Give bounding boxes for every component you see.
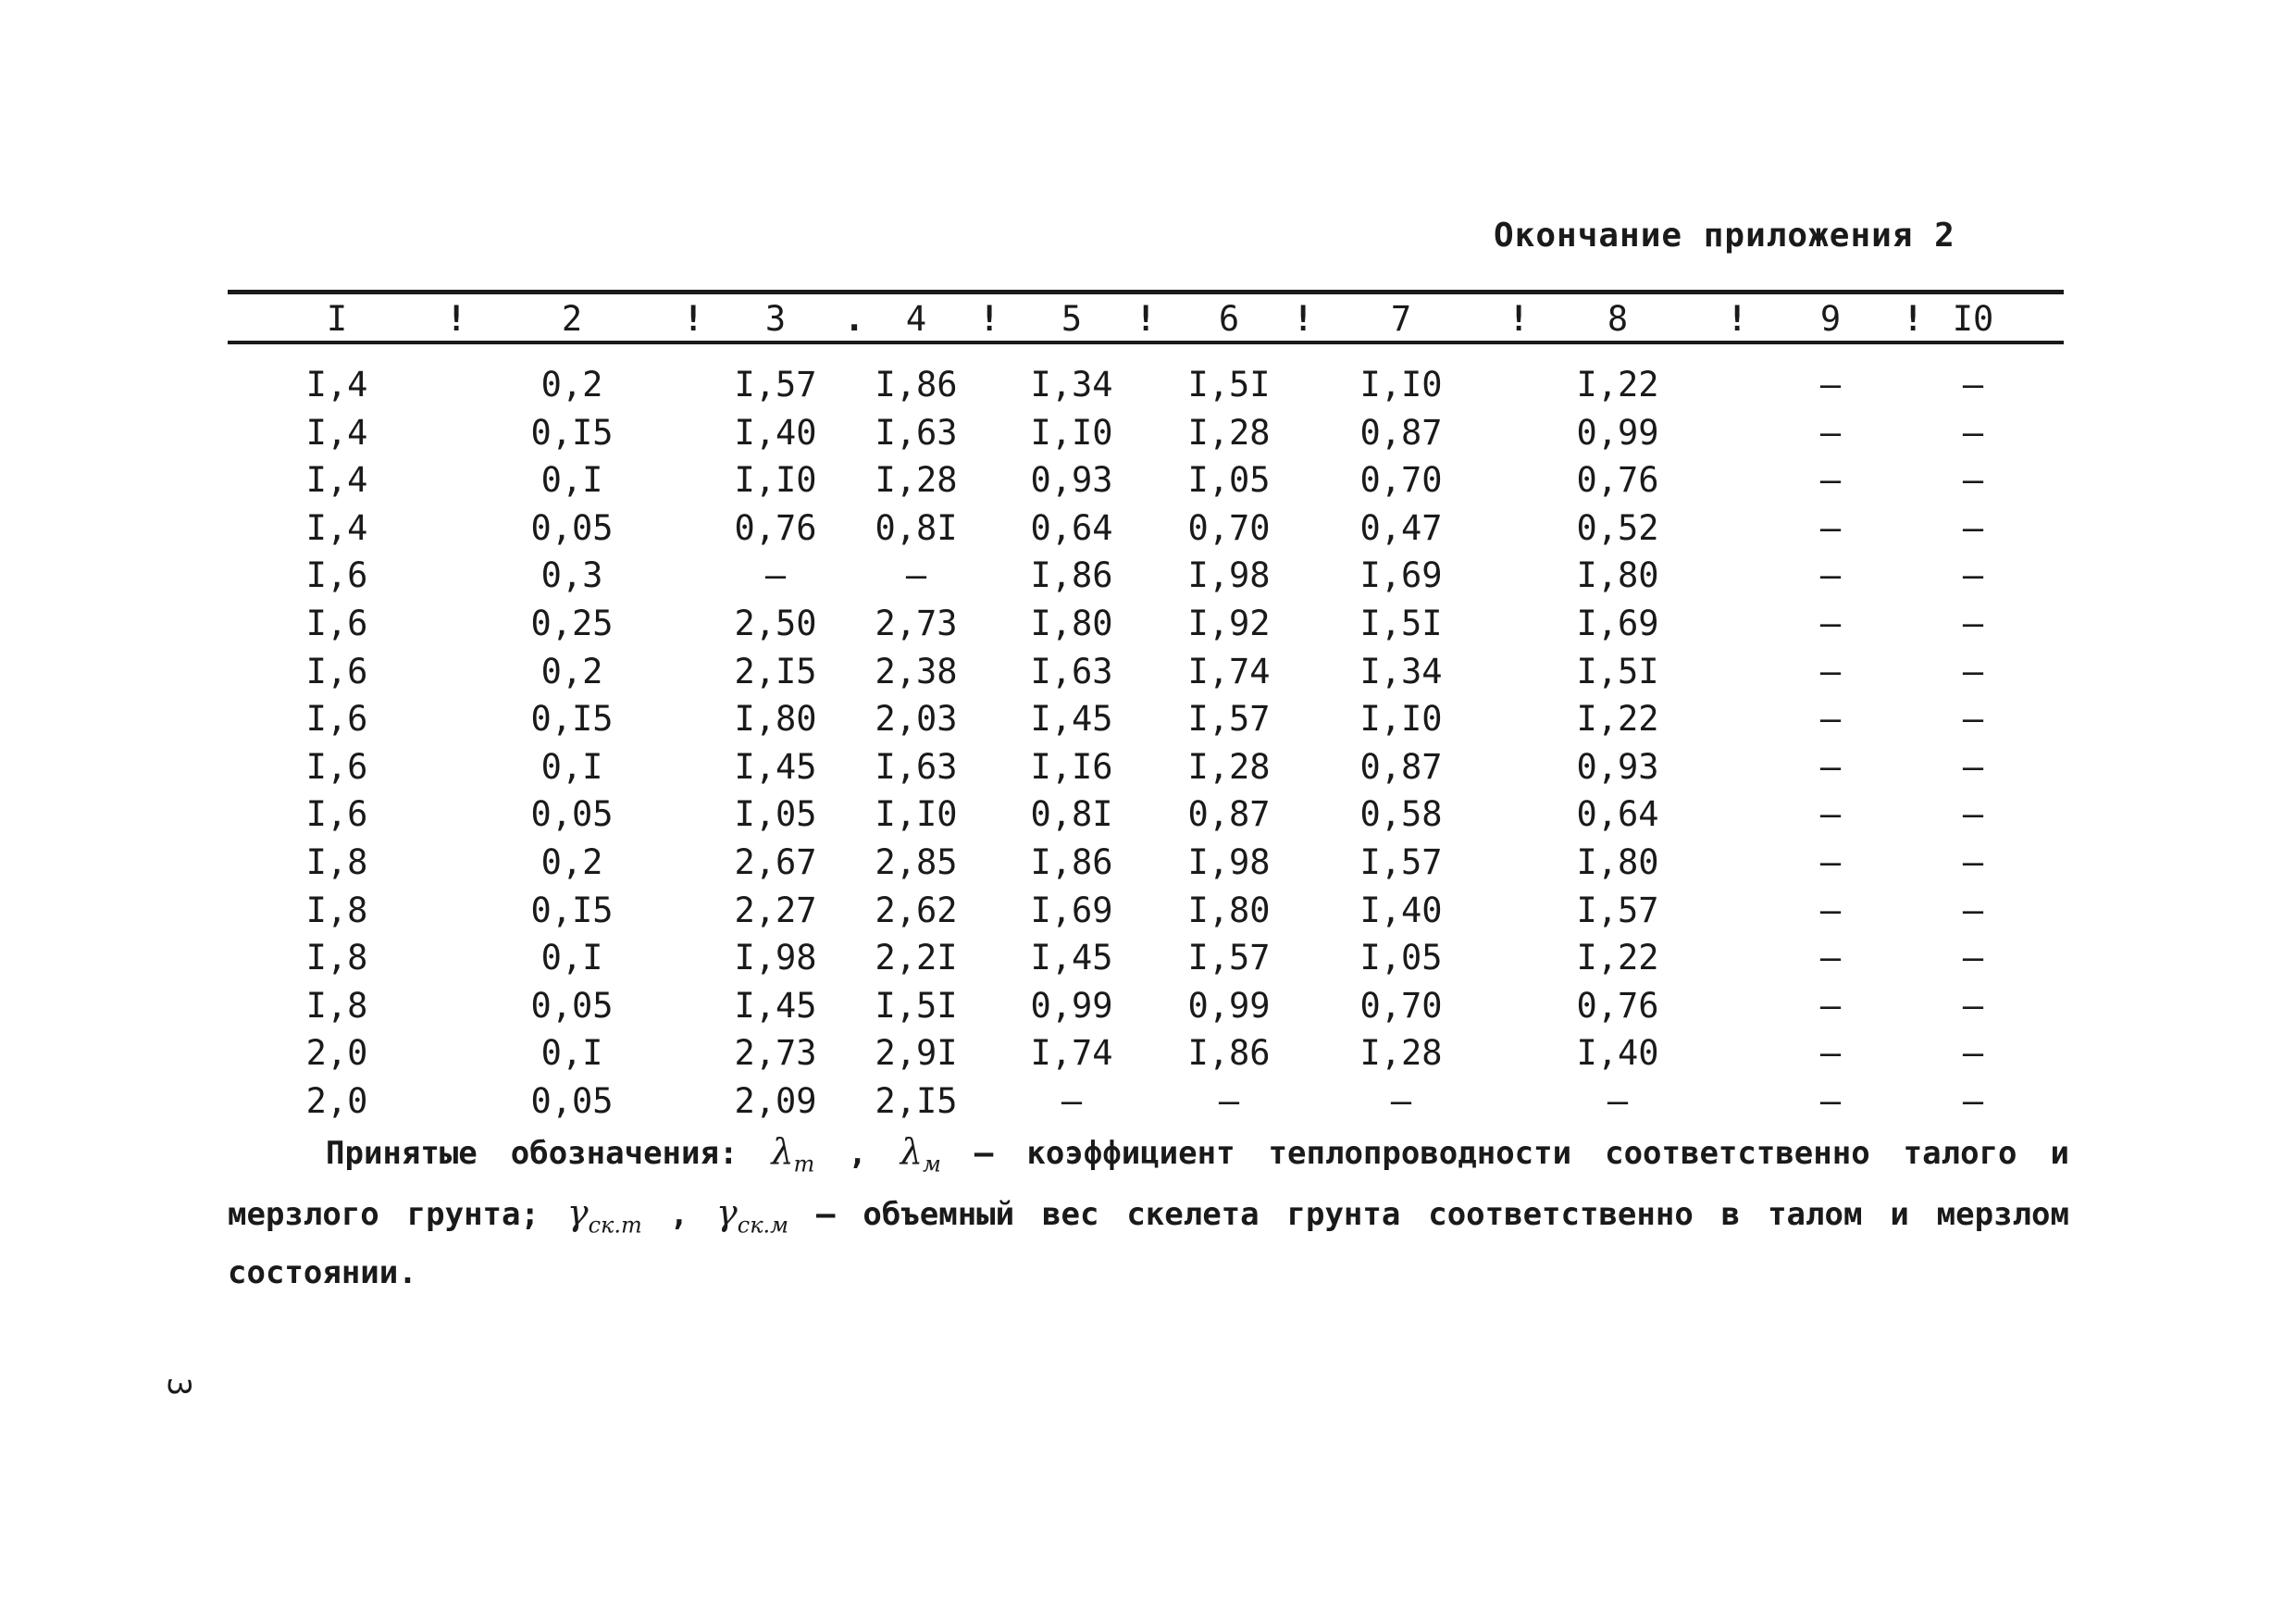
table-cell: – <box>1819 603 1842 643</box>
column-separator: ! <box>1727 299 1748 339</box>
table-cell: I,45 <box>1030 938 1113 978</box>
table-cell: – <box>1819 1033 1842 1074</box>
column-header-8: 8 <box>1607 299 1629 339</box>
column-header-1: I <box>326 299 348 339</box>
table-cell: 0,70 <box>1359 985 1443 1026</box>
column-separator: ! <box>446 299 467 339</box>
table-row <box>0 456 2296 504</box>
table-cell: I,57 <box>1359 841 1443 882</box>
table-cell: 0,I <box>540 460 603 501</box>
table-header-rule <box>228 341 2064 344</box>
table-cell: 0,I <box>540 1033 603 1074</box>
table-cell: – <box>1819 460 1842 501</box>
table-header-row <box>0 298 2296 341</box>
table-cell: – <box>1819 746 1842 787</box>
table-row <box>0 361 2296 409</box>
table-cell: – <box>1962 555 1984 596</box>
table-cell: I,I0 <box>734 460 817 501</box>
table-cell: – <box>905 555 927 596</box>
table-cell: I,8 <box>305 985 368 1026</box>
table-cell: – <box>1819 699 1842 740</box>
table-cell: 0,2 <box>540 651 603 691</box>
table-row <box>0 791 2296 839</box>
table-cell: – <box>1962 985 1984 1026</box>
table-cell: I,I0 <box>1359 365 1443 405</box>
column-separator: ! <box>1508 299 1530 339</box>
table-cell: I,8 <box>305 938 368 978</box>
table-row <box>0 743 2296 791</box>
table-cell: – <box>1962 507 1984 548</box>
column-header-4: 4 <box>905 299 927 339</box>
table-cell: I,80 <box>1030 603 1113 643</box>
table-cell: 0,99 <box>1187 985 1271 1026</box>
table-row <box>0 409 2296 457</box>
table-row <box>0 552 2296 600</box>
table-cell: I,80 <box>1576 841 1659 882</box>
table-cell: – <box>1962 841 1984 882</box>
column-separator: ! <box>1903 299 1924 339</box>
table-cell: – <box>1962 460 1984 501</box>
table-cell: 0,76 <box>1576 460 1659 501</box>
table-cell: I,98 <box>734 938 817 978</box>
table-row <box>0 695 2296 743</box>
table-cell: 2,2I <box>875 938 958 978</box>
table-row <box>0 839 2296 887</box>
column-separator: ! <box>1293 299 1314 339</box>
lambda-thawed-symbol: $\lambda_т$ <box>771 1131 815 1177</box>
table-row <box>0 1029 2296 1077</box>
table-cell: I,5I <box>875 985 958 1026</box>
note-text-3: – объемный вес скелета грунта соответственно в талом и мерзлом состоянии. <box>228 1195 2069 1292</box>
table-row <box>0 600 2296 648</box>
table-cell: 2,62 <box>875 890 958 930</box>
table-cell: 0,I <box>540 746 603 787</box>
table-cell: I,45 <box>734 746 817 787</box>
table-cell: 2,73 <box>734 1033 817 1074</box>
column-header-7: 7 <box>1390 299 1412 339</box>
table-cell: 2,I5 <box>875 1080 958 1121</box>
column-separator: ! <box>979 299 1000 339</box>
table-row <box>0 648 2296 696</box>
table-cell: I,57 <box>1576 890 1659 930</box>
table-cell: – <box>1962 603 1984 643</box>
table-cell: I,22 <box>1576 699 1659 740</box>
table-cell: I,6 <box>305 603 368 643</box>
table-cell: I,63 <box>875 746 958 787</box>
table-cell: 0,05 <box>530 985 614 1026</box>
table-cell: 0,76 <box>1576 985 1659 1026</box>
table-cell: I,34 <box>1359 651 1443 691</box>
column-header-2: 2 <box>561 299 583 339</box>
table-cell: I,8 <box>305 841 368 882</box>
table-cell: – <box>1390 1080 1412 1121</box>
column-header-5: 5 <box>1061 299 1083 339</box>
table-cell: 0,76 <box>734 507 817 548</box>
table-row <box>0 982 2296 1030</box>
table-cell: I,4 <box>305 507 368 548</box>
table-row <box>0 504 2296 553</box>
table-cell: 0,99 <box>1030 985 1113 1026</box>
table-cell: – <box>1962 746 1984 787</box>
table-cell: I,86 <box>1030 841 1113 882</box>
table-cell: I,86 <box>1187 1033 1271 1074</box>
table-cell: 0,70 <box>1359 460 1443 501</box>
table-cell: 2,73 <box>875 603 958 643</box>
gamma-frozen-symbol: $\gamma_{ск.м}$ <box>716 1191 789 1239</box>
table-cell: – <box>1819 794 1842 835</box>
column-separator: ! <box>683 299 704 339</box>
note-comma: , <box>669 1195 689 1233</box>
table-cell: I,63 <box>1030 651 1113 691</box>
table-cell: 0,05 <box>530 794 614 835</box>
table-cell: 0,8I <box>875 507 958 548</box>
table-cell: I,98 <box>1187 555 1271 596</box>
table-cell: 0,8I <box>1030 794 1113 835</box>
table-cell: – <box>1962 699 1984 740</box>
table-cell: 2,0 <box>305 1033 368 1074</box>
column-header-10: I0 <box>1952 299 1994 339</box>
notation-note <box>228 1127 2069 1297</box>
table-cell: 0,I5 <box>530 412 614 453</box>
table-cell: I,69 <box>1359 555 1443 596</box>
table-cell: 0,3 <box>540 555 603 596</box>
table-cell: I,57 <box>1187 938 1271 978</box>
lambda-frozen-symbol: $\lambda_м$ <box>900 1131 941 1177</box>
column-separator: . <box>844 299 865 339</box>
table-cell: 0,I5 <box>530 699 614 740</box>
table-cell: – <box>1061 1080 1083 1121</box>
table-cell: – <box>1962 651 1984 691</box>
table-cell: 0,05 <box>530 507 614 548</box>
note-comma: , <box>848 1135 867 1172</box>
table-cell: 0,70 <box>1187 507 1271 548</box>
table-cell: I,6 <box>305 555 368 596</box>
table-cell: – <box>1819 1080 1842 1121</box>
gamma-thawed-symbol: $\gamma_{ск.т}$ <box>566 1191 642 1239</box>
table-cell: 0,I5 <box>530 890 614 930</box>
column-header-3: 3 <box>764 299 787 339</box>
table-row <box>0 934 2296 982</box>
table-cell: 2,38 <box>875 651 958 691</box>
table-cell: 0,99 <box>1576 412 1659 453</box>
column-header-9: 9 <box>1819 299 1842 339</box>
table-cell: I,69 <box>1030 890 1113 930</box>
table-cell: 2,0 <box>305 1080 368 1121</box>
table-cell: 0,I <box>540 938 603 978</box>
table-cell: I,57 <box>734 365 817 405</box>
table-cell: I,74 <box>1030 1033 1113 1074</box>
table-cell: I,5I <box>1187 365 1271 405</box>
table-cell: 0,2 <box>540 365 603 405</box>
table-cell: I,6 <box>305 746 368 787</box>
table-cell: – <box>1819 938 1842 978</box>
table-cell: – <box>1962 412 1984 453</box>
table-cell: 0,87 <box>1359 746 1443 787</box>
table-cell: – <box>1819 507 1842 548</box>
table-cell: 2,03 <box>875 699 958 740</box>
table-cell: – <box>1962 794 1984 835</box>
table-cell: – <box>1962 890 1984 930</box>
table-cell: I,05 <box>1359 938 1443 978</box>
table-cell: I,40 <box>1359 890 1443 930</box>
table-cell: I,4 <box>305 365 368 405</box>
table-cell: – <box>1607 1080 1629 1121</box>
table-cell: I,5I <box>1359 603 1443 643</box>
table-cell: I,5I <box>1576 651 1659 691</box>
table-cell: 0,87 <box>1359 412 1443 453</box>
table-cell: I,4 <box>305 412 368 453</box>
column-separator: ! <box>1136 299 1157 339</box>
table-row <box>0 887 2296 935</box>
table-cell: 0,64 <box>1030 507 1113 548</box>
table-cell: I,28 <box>1187 412 1271 453</box>
column-header-6: 6 <box>1218 299 1240 339</box>
table-cell: 0,58 <box>1359 794 1443 835</box>
table-cell: I,I0 <box>1359 699 1443 740</box>
table-cell: 2,I5 <box>734 651 817 691</box>
table-cell: I,40 <box>734 412 817 453</box>
table-cell: I,22 <box>1576 365 1659 405</box>
table-cell: I,45 <box>1030 699 1113 740</box>
table-cell: – <box>1819 365 1842 405</box>
table-cell: I,57 <box>1187 699 1271 740</box>
table-cell: – <box>1218 1080 1240 1121</box>
table-cell: – <box>1819 890 1842 930</box>
note-text-2: – коэффициент теплопроводности соответственно талого и мерзлого грунта; <box>228 1135 2069 1233</box>
table-cell: I,40 <box>1576 1033 1659 1074</box>
table-cell: – <box>1962 365 1984 405</box>
table-cell: 0,93 <box>1576 746 1659 787</box>
table-cell: 0,47 <box>1359 507 1443 548</box>
table-cell: I,I6 <box>1030 746 1113 787</box>
table-cell: I,63 <box>875 412 958 453</box>
table-cell: I,86 <box>875 365 958 405</box>
table-cell: I,05 <box>734 794 817 835</box>
table-cell: – <box>1819 985 1842 1026</box>
table-row <box>0 1077 2296 1126</box>
table-cell: I,80 <box>1187 890 1271 930</box>
table-cell: I,22 <box>1576 938 1659 978</box>
table-cell: I,34 <box>1030 365 1113 405</box>
table-cell: 0,87 <box>1187 794 1271 835</box>
table-cell: I,28 <box>1359 1033 1443 1074</box>
table-cell: I,I0 <box>875 794 958 835</box>
table-cell: I,86 <box>1030 555 1113 596</box>
table-cell: 2,67 <box>734 841 817 882</box>
table-cell: 0,05 <box>530 1080 614 1121</box>
table-cell: I,6 <box>305 651 368 691</box>
table-cell: 0,64 <box>1576 794 1659 835</box>
table-cell: I,I0 <box>1030 412 1113 453</box>
table-cell: 0,93 <box>1030 460 1113 501</box>
table-cell: I,8 <box>305 890 368 930</box>
table-cell: – <box>1962 1033 1984 1074</box>
note-text-1: Принятые обозначения: <box>326 1135 738 1172</box>
table-cell: I,28 <box>1187 746 1271 787</box>
table-cell: 2,27 <box>734 890 817 930</box>
table-cell: I,80 <box>734 699 817 740</box>
table-cell: I,4 <box>305 460 368 501</box>
table-cell: 0,25 <box>530 603 614 643</box>
table-top-rule <box>228 290 2064 294</box>
page-number-mark: 3 <box>160 1376 198 1397</box>
table-cell: 2,9I <box>875 1033 958 1074</box>
table-cell: – <box>1962 938 1984 978</box>
table-cell: – <box>764 555 787 596</box>
table-cell: I,6 <box>305 794 368 835</box>
table-cell: – <box>1962 1080 1984 1121</box>
table-cell: 0,2 <box>540 841 603 882</box>
table-cell: I,98 <box>1187 841 1271 882</box>
table-cell: 2,50 <box>734 603 817 643</box>
table-cell: 0,52 <box>1576 507 1659 548</box>
table-cell: I,74 <box>1187 651 1271 691</box>
table-cell: I,6 <box>305 699 368 740</box>
table-cell: – <box>1819 651 1842 691</box>
table-cell: – <box>1819 555 1842 596</box>
table-cell: I,45 <box>734 985 817 1026</box>
table-cell: I,05 <box>1187 460 1271 501</box>
table-cell: 2,09 <box>734 1080 817 1121</box>
table-cell: – <box>1819 412 1842 453</box>
table-cell: 2,85 <box>875 841 958 882</box>
table-cell: I,69 <box>1576 603 1659 643</box>
table-cell: – <box>1819 841 1842 882</box>
table-cell: I,80 <box>1576 555 1659 596</box>
table-body <box>0 361 2296 1126</box>
appendix-caption: Окончание приложения 2 <box>1494 217 1955 255</box>
table-cell: I,92 <box>1187 603 1271 643</box>
table-cell: I,28 <box>875 460 958 501</box>
